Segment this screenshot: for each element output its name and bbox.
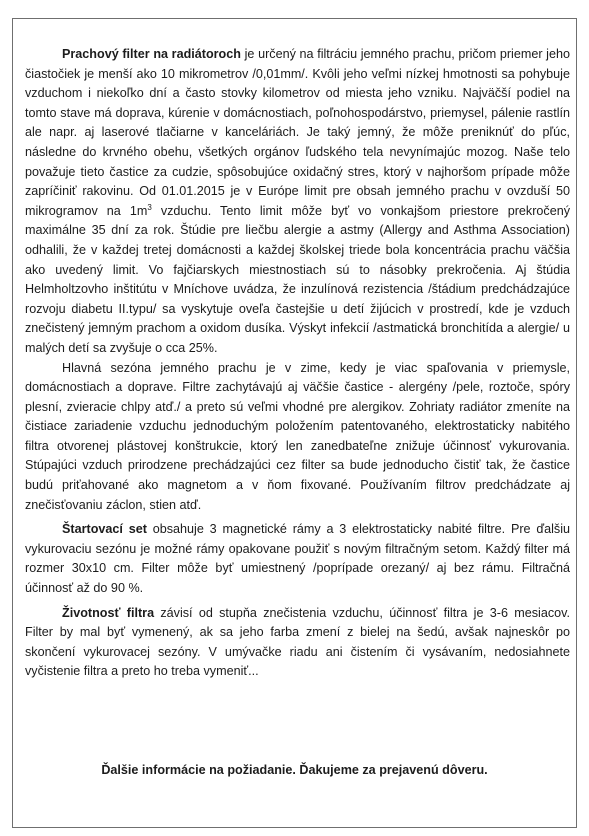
paragraph-filter-life bbox=[25, 604, 570, 682]
filter-life-text: závisí od stupňa znečistenia vzduchu, účinnosť filtra je 3-6 mesiacov. Filter by mal byť vymenený, ak sa jeho farba zmení z bielej na šedú, avšak najneskôr po skončení vykurovacej sezóny. V umývačke riadu ani čistením či vysávaním, nedosiahnete vyčistenie filtra a preto ho treba vymeniť... bbox=[25, 605, 570, 679]
document-body bbox=[25, 45, 570, 682]
heading-filter-life: Životnosť filtra bbox=[62, 605, 155, 620]
superscript-3: 3 bbox=[147, 202, 152, 212]
starter-set-text: obsahuje 3 magnetické rámy a 3 elektrostaticky nabité filtre. Pre ďalšiu vykurovaciu sezónu je možné rámy opakovane použiť s novým filtračným setom. Každý filter má rozmer 30x10 cm. Filter môže byť umiestnený /poprípade orezaný/ aj bez rámu. Filtračná účinnosť až do 90 %. bbox=[25, 522, 570, 596]
paragraph-starter-set bbox=[25, 520, 570, 598]
season-text: Hlavná sezóna jemného prachu je v zime, kedy je viac spaľovania v priemysle, domácnostiach a doprave. Filtre zachytávajú aj väčšie častice - alergény /pele, roztoče, spóry plesní, zvieracie chlpy atď./ a preto sú veľmi vhodné pre alergikov. Zohriaty radiátor zmeníte na čistiace zariadenie vzduchu jednoduchým položením patentovaného, elektrostaticky nabitého filtra otvorenej plástovej konštrukcie, ktorý len zanedbateľne znižuje účinnosť vykurovania. Stúpajúci vzduch prirodzene prechádzajúci cez filter sa bude jednoducho čistiť tak, že častice budú priťahované ako magnetom a v ňom fixované. Používaním filtrov predchádzate aj znečisťovaniu záclon, stien atď. bbox=[25, 360, 570, 512]
intro-text-part2: vzduchu. Tento limit môže byť vo vonkajšom priestore prekročený maximálne 35 dní za rok. Štúdie pre liečbu alergie a astmy (Allergy and Asthma Association) odhalili, že v každej tretej domácnosti a každej školskej triede bola koncentrácia prachu väčšia ako uvedený limit. Vo fajčiarskych miestnostiach sú to násobky prekročenia. Aj štúdia Helmholtzovho inštitútu v Mníchove uvádza, že inzulínová rezistencia /štádium predchádzajúce rozvoju diabetu II.typu/ sa vyskytuje oveľa častejšie u detí žijúcich v prostredí, kde je vzduch znečistený jemným prachom a oxidom dusíka. Výskyt infekcií /astmatická bronchitída a alergie/ u malých detí sa zvyšuje o cca 25%. bbox=[25, 203, 570, 355]
intro-text-part1: je určený na filtráciu jemného prachu, pričom priemer jeho čiastočiek je menší ako 10 mikrometrov /0,01mm/. Kvôli jeho veľmi nízkej hmotnosti sa pohybuje vzduchom i niekoľko dní a často stovky kilometrov od miesta jeho vzniku. Najväčší podiel na tomto stave má doprava, kúrenie v domácnostiach, poľnohospodárstvo, priemysel, pálenie rastlín ale napr. aj laserové tlačiarne v kanceláriách. Je taký jemný, že môže preniknúť do pľúc, následne do krvného obehu, všetkých orgánov ľudského tela nevynímajúc mozog. Naše telo považuje tieto častice za cudzie, spôsobujúce oxidačný stres, ktorý v najhoršom prípade môže zapríčiniť rakovinu. Od 01.01.2015 je v Európe limit pre obsah jemného prachu v ovzduší 50 mikrogramov na 1m bbox=[25, 47, 570, 218]
paragraph-season bbox=[25, 359, 570, 516]
heading-starter-set: Štartovací set bbox=[62, 522, 147, 537]
footer-note: Ďalšie informácie na požiadanie. Ďakujeme za prejavenú dôveru. bbox=[101, 763, 488, 777]
heading-dust-filter: Prachový filter na radiátoroch bbox=[62, 47, 241, 61]
paragraph-intro bbox=[25, 45, 570, 359]
